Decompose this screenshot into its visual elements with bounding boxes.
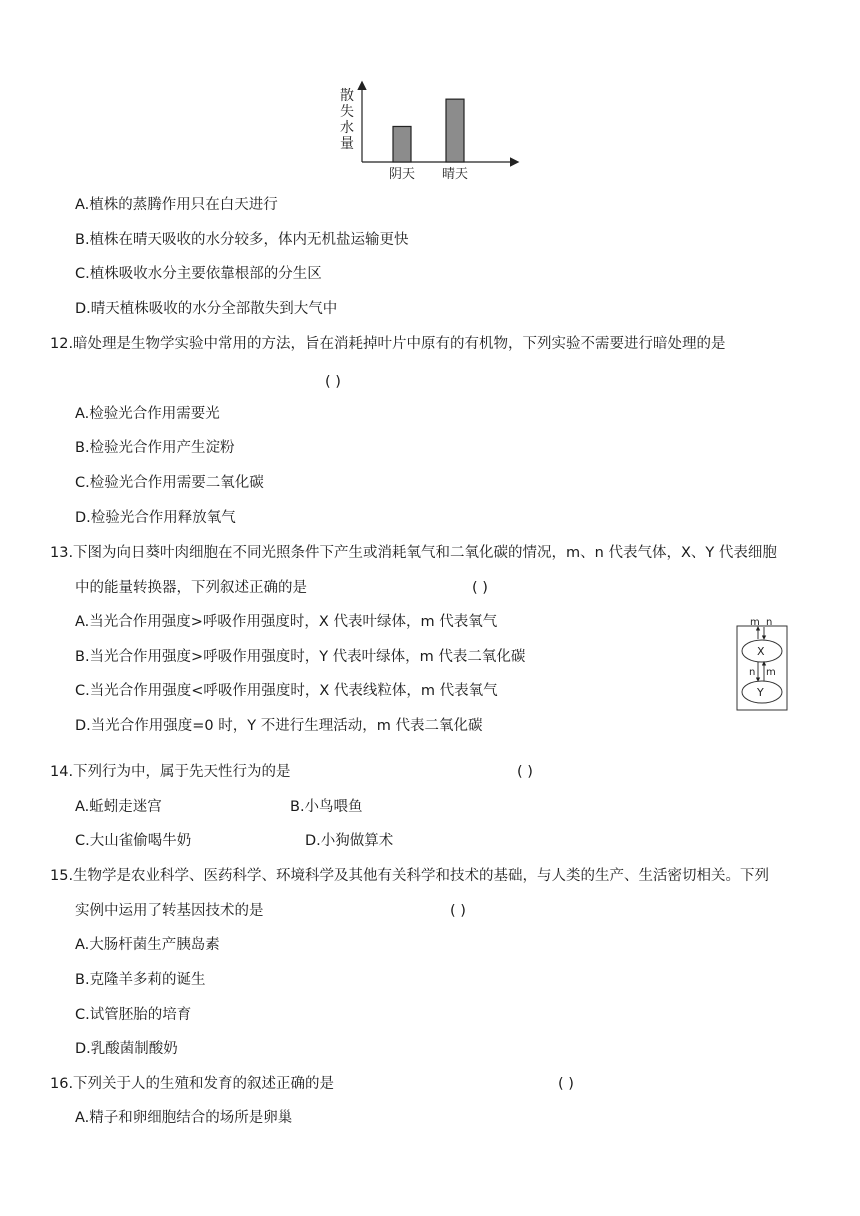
q14-option-b: B.小鸟喂鱼 xyxy=(290,799,363,815)
q16-option-a: A.精子和卵细胞结合的场所是卵巢 xyxy=(75,1110,293,1126)
y-label-char: 失 xyxy=(340,104,354,120)
q12-option-d: D.检验光合作用释放氧气 xyxy=(75,510,236,526)
q15-option-b: B.克隆羊多莉的诞生 xyxy=(75,972,206,988)
y-label-char: 量 xyxy=(340,136,354,152)
gas-label-m-mid: m xyxy=(766,667,776,678)
q13-stem-line2: 中的能量转换器，下列叙述正确的是 xyxy=(75,580,307,596)
q12-option-b: B.检验光合作用产生淀粉 xyxy=(75,440,235,456)
bar-sunny xyxy=(446,99,464,162)
q15-option-a: A.大肠杆菌生产胰岛素 xyxy=(75,937,220,953)
q16-stem: 16.下列关于人的生殖和发育的叙述正确的是 xyxy=(50,1076,335,1092)
q14-option-a: A.蚯蚓走迷宫 xyxy=(75,799,162,815)
organelle-y-label: Y xyxy=(757,686,764,699)
y-label-char: 散 xyxy=(340,88,354,104)
q13-answer-blank: ( ) xyxy=(472,580,488,596)
x-tick-label-cloudy: 阴天 xyxy=(388,167,416,182)
q11-option-a: A.植株的蒸腾作用只在白天进行 xyxy=(75,197,278,213)
gas-label-m-top: m xyxy=(750,617,760,628)
q15-option-d: D.乳酸菌制酸奶 xyxy=(75,1041,178,1057)
q15-stem-line1: 15.生物学是农业科学、医药科学、环境科学及其他有关科学和技术的基础，与人类的生产、生活密切相关。下列 xyxy=(50,868,770,884)
q12-stem: 12.暗处理是生物学实验中常用的方法，旨在消耗掉叶片中原有的有机物，下列实验不需要进行暗处理的是 xyxy=(50,336,726,352)
water-loss-bar-chart xyxy=(335,80,525,185)
q14-answer-blank: ( ) xyxy=(517,764,533,780)
y-axis-label xyxy=(340,87,354,152)
q14-option-c: C.大山雀偷喝牛奶 xyxy=(75,833,192,849)
q12-answer-blank: ( ) xyxy=(325,374,341,390)
gas-label-n-top: n xyxy=(766,617,773,628)
organelle-x-label: X xyxy=(757,645,765,658)
bars xyxy=(393,99,464,162)
cell-organelle-diagram xyxy=(736,615,788,711)
q14-option-d: D.小狗做算术 xyxy=(305,833,394,849)
q13-option-b: B.当光合作用强度>呼吸作用强度时，Y 代表叶绿体，m 代表二氧化碳 xyxy=(75,649,526,665)
y-label-char: 水 xyxy=(340,120,354,136)
q11-option-b: B.植株在晴天吸收的水分较多，体内无机盐运输更快 xyxy=(75,232,409,248)
q16-answer-blank: ( ) xyxy=(558,1076,574,1092)
x-tick-label-sunny: 晴天 xyxy=(441,167,469,182)
gas-label-n-mid: n xyxy=(749,667,756,678)
x-tick-labels xyxy=(389,166,468,182)
q12-option-a: A.检验光合作用需要光 xyxy=(75,406,220,422)
q15-option-c: C.试管胚胎的培育 xyxy=(75,1007,192,1023)
q13-option-a: A.当光合作用强度>呼吸作用强度时，X 代表叶绿体，m 代表氧气 xyxy=(75,614,498,630)
q11-option-c: C.植株吸收水分主要依靠根部的分生区 xyxy=(75,266,322,282)
q14-stem: 14.下列行为中，属于先天性行为的是 xyxy=(50,764,291,780)
q13-option-d: D.当光合作用强度=0 时，Y 不进行生理活动，m 代表二氧化碳 xyxy=(75,718,483,734)
q13-option-c: C.当光合作用强度<呼吸作用强度时，X 代表线粒体，m 代表氧气 xyxy=(75,683,498,699)
bar-cloudy xyxy=(393,126,411,162)
q11-option-d: D.晴天植株吸收的水分全部散失到大气中 xyxy=(75,301,338,317)
q12-option-c: C.检验光合作用需要二氧化碳 xyxy=(75,475,264,491)
q15-answer-blank: ( ) xyxy=(450,903,466,919)
q13-stem-line1: 13.下图为向日葵叶肉细胞在不同光照条件下产生或消耗氧气和二氧化碳的情况，m、n 代表气体，X、Y 代表细胞 xyxy=(50,545,777,561)
q15-stem-line2: 实例中运用了转基因技术的是 xyxy=(75,903,264,919)
